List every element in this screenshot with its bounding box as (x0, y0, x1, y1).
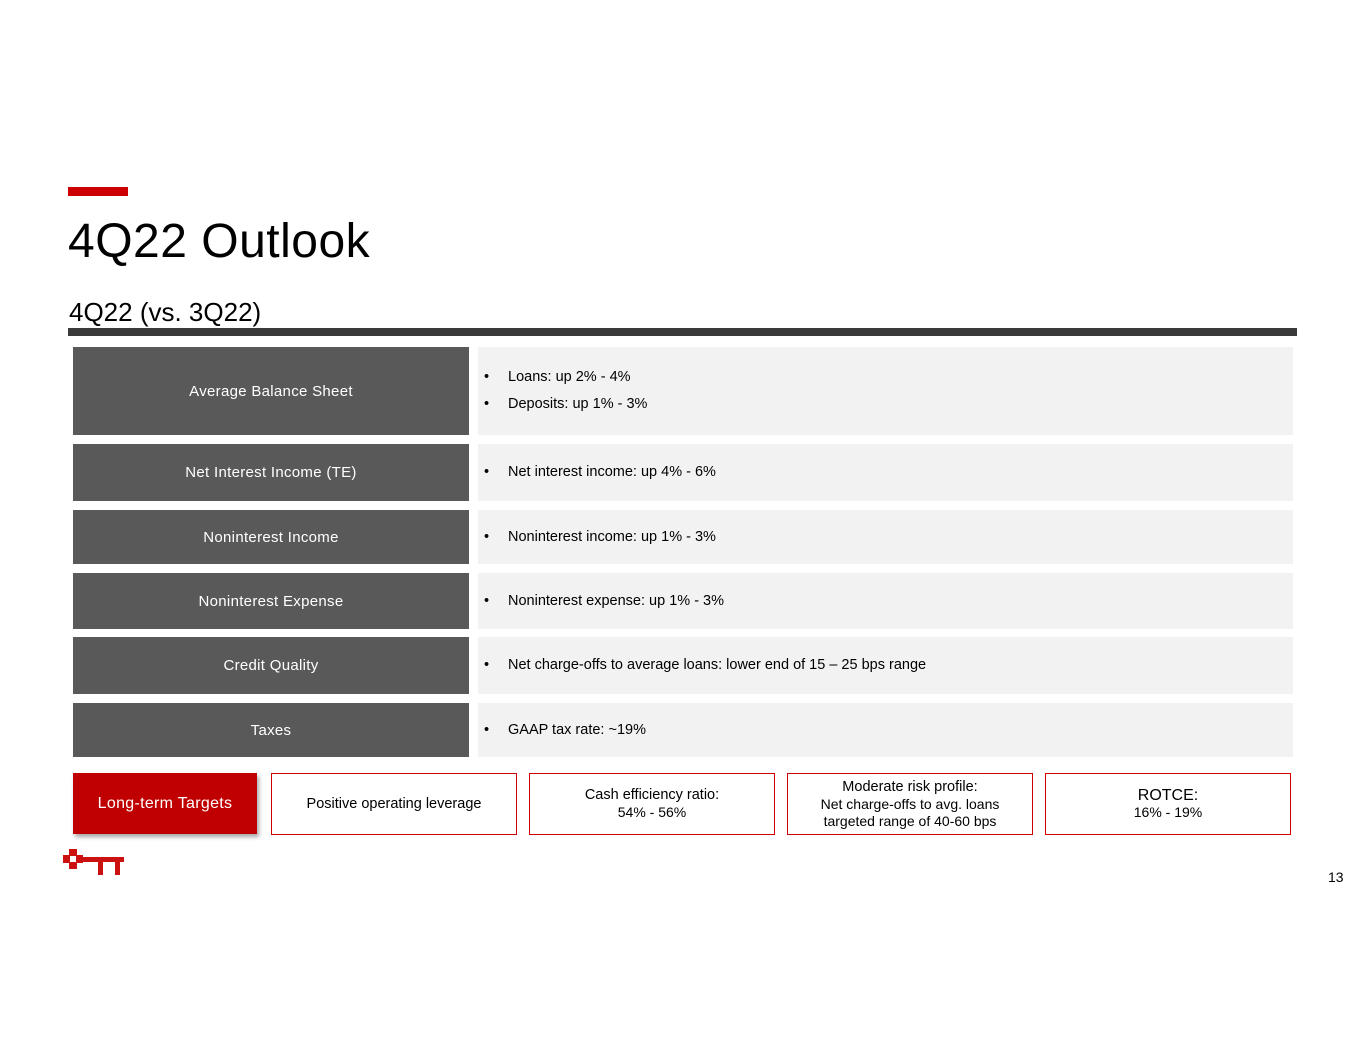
bullet-item (484, 524, 1293, 551)
outlook-row-noninterest-income (73, 510, 1293, 564)
bullet-item (484, 652, 1293, 679)
bullet-item (484, 588, 1293, 615)
bullet-item (484, 717, 1293, 744)
outlook-row-net-interest-income (73, 444, 1293, 501)
row-content (478, 510, 1293, 564)
outlook-row-noninterest-expense (73, 573, 1293, 629)
bullet-dot: • (484, 528, 490, 545)
page-number: 13 (1328, 869, 1344, 885)
target-cash-efficiency (529, 773, 775, 835)
target-value: 54% - 56% (617, 804, 687, 820)
row-label: Credit Quality (73, 637, 469, 694)
bullet-text: Loans: up 2% - 4% (508, 369, 631, 385)
outlook-row-taxes (73, 703, 1293, 757)
row-content (478, 637, 1293, 694)
section-divider (68, 328, 1297, 336)
row-label: Noninterest Expense (73, 573, 469, 629)
row-label: Average Balance Sheet (73, 347, 469, 435)
target-value: 16% - 19% (1133, 804, 1203, 820)
row-content (478, 703, 1293, 757)
bullet-text: GAAP tax rate: ~19% (508, 721, 646, 738)
bullet-dot: • (484, 396, 490, 412)
bullet-text: Net interest income: up 4% - 6% (508, 464, 716, 480)
target-risk-profile (787, 773, 1033, 835)
row-label: Noninterest Income (73, 510, 469, 564)
target-value: targeted range of 40-60 bps (823, 812, 997, 829)
row-content (478, 347, 1293, 435)
section-subtitle: 4Q22 (vs. 3Q22) (69, 297, 262, 327)
row-label: Taxes (73, 703, 469, 757)
target-line: Moderate risk profile: (842, 778, 978, 795)
targets-heading: Long-term Targets (73, 773, 257, 834)
bullet-dot: • (484, 369, 490, 385)
bullet-dot: • (484, 592, 490, 609)
bullet-item (484, 364, 1293, 391)
row-label: Net Interest Income (TE) (73, 444, 469, 501)
title-accent-bar (68, 187, 128, 196)
bullet-text: Net charge-offs to average loans: lower end of 15 – 25 bps range (508, 657, 927, 673)
long-term-targets (73, 773, 1293, 835)
bullet-text: Noninterest expense: up 1% - 3% (508, 592, 725, 609)
target-line: Cash efficiency ratio: (584, 787, 720, 803)
target-rotce (1045, 773, 1291, 835)
bullet-dot: • (484, 657, 490, 673)
target-operating-leverage (271, 773, 517, 835)
page-title: 4Q22 Outlook (68, 215, 371, 268)
target-line: Net charge-offs to avg. loans (820, 795, 1000, 812)
bullet-item (484, 391, 1293, 418)
outlook-row-average-balance-sheet (73, 347, 1293, 435)
bullet-dot: • (484, 464, 490, 480)
bullet-dot: • (484, 721, 490, 738)
outlook-row-credit-quality (73, 637, 1293, 694)
target-line: Positive operating leverage (306, 795, 482, 812)
row-content (478, 444, 1293, 501)
target-line: ROTCE: (1137, 787, 1199, 804)
bullet-text: Noninterest income: up 1% - 3% (508, 528, 716, 545)
bullet-item (484, 459, 1293, 486)
bullet-text: Deposits: up 1% - 3% (508, 396, 648, 412)
row-content (478, 573, 1293, 629)
key-icon (60, 846, 124, 878)
